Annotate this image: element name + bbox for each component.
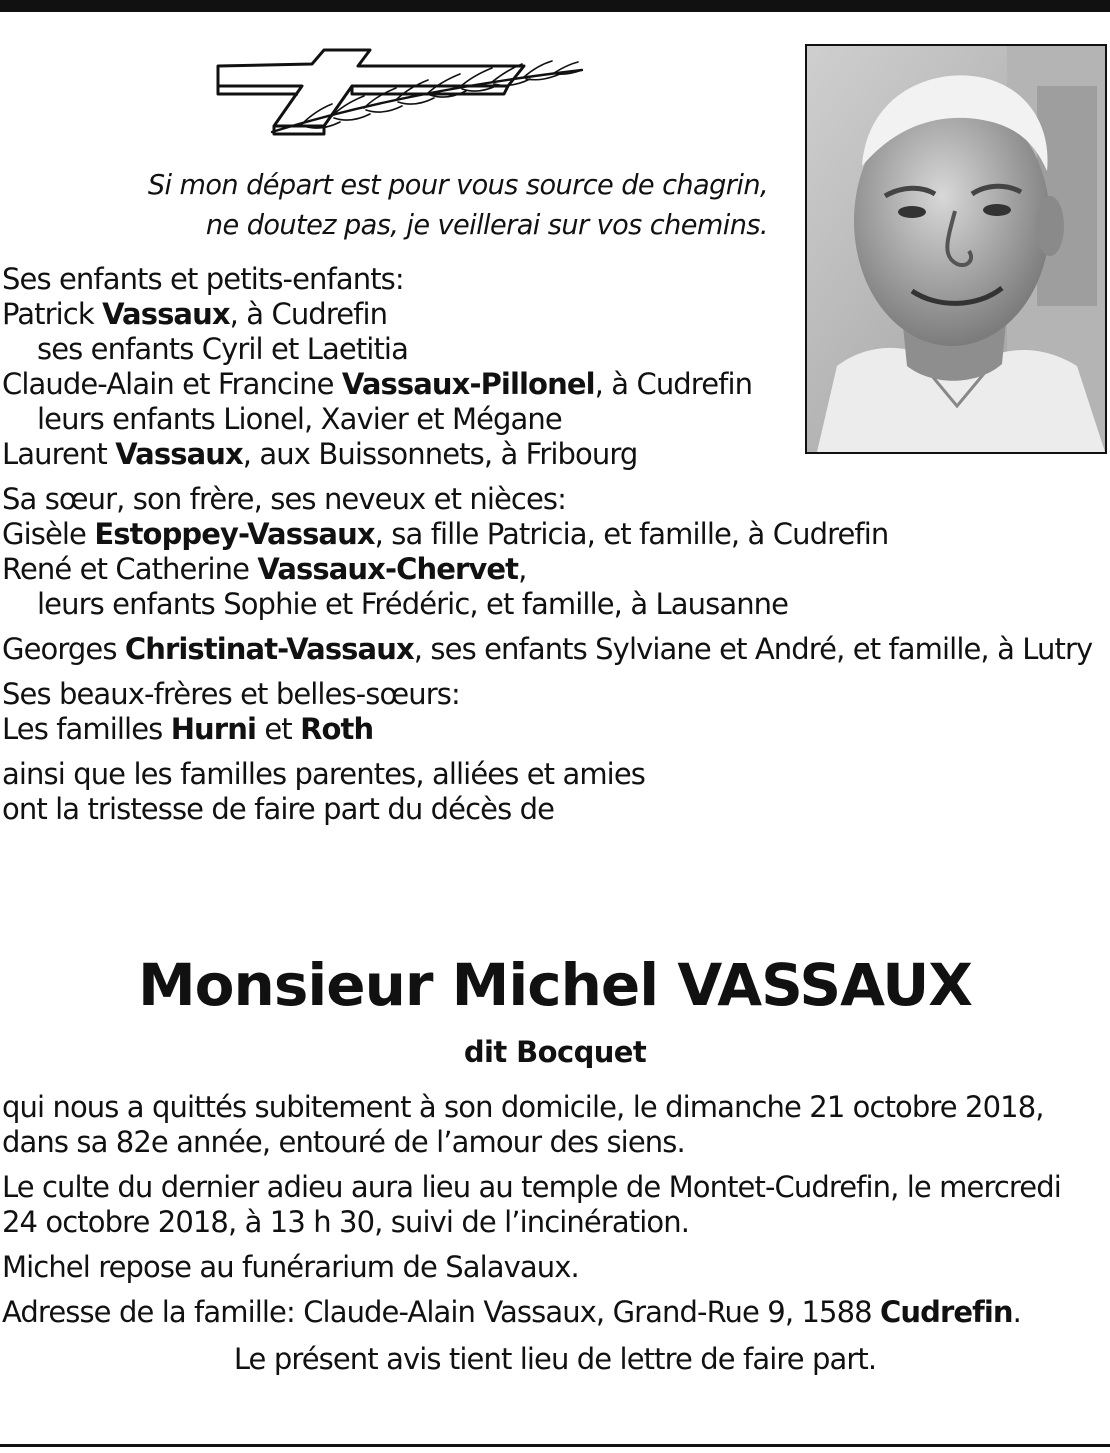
closing-line: ainsi que les familles parentes, alliées et amies (2, 757, 645, 791)
entry-text: , à Cudrefin (594, 367, 753, 401)
deceased-name: Monsieur Michel VASSAUX (137, 951, 973, 1019)
entry-text: René et Catherine (2, 552, 258, 586)
service-line: 24 octobre 2018, à 13 h 30, suivi de l’incinération. (2, 1205, 690, 1239)
family-subentry: ses enfants Cyril et Laetitia (37, 332, 408, 366)
entry-text: et (256, 712, 301, 746)
children-heading: Ses enfants et petits-enfants: (2, 262, 404, 296)
surname: Hurni (170, 712, 256, 746)
family-entry (2, 712, 1107, 747)
service-line: Le culte du dernier adieu aura lieu au temple de Montet-Cudrefin, le mercredi (2, 1170, 1061, 1204)
surname: Vassaux (102, 297, 230, 331)
deceased-nickname: dit Bocquet (463, 1035, 647, 1069)
entry-text: , sa fille Patricia, et famille, à Cudrefin (374, 517, 889, 551)
notice-statement: Le présent avis tient lieu de lettre de faire part. (233, 1342, 877, 1376)
family-entry (2, 437, 1107, 472)
surname: Vassaux (115, 437, 243, 471)
family-entry (2, 632, 1107, 667)
surname: Vassaux-Pillonel (341, 367, 595, 401)
death-line: qui nous a quittés subitement à son domicile, le dimanche 21 octobre 2018, (2, 1090, 1044, 1124)
entry-text: Patrick (2, 297, 103, 331)
quote-line: ne doutez pas, je veillerai sur vos chemins. (205, 208, 769, 241)
address-city: Cudrefin (879, 1295, 1013, 1329)
entry-text: Georges (2, 632, 125, 666)
entry-text: , aux Buissonnets, à Fribourg (242, 437, 638, 471)
family-entry (2, 297, 1107, 332)
siblings-heading: Sa sœur, son frère, ses neveux et nièces: (2, 482, 567, 516)
family-address (2, 1295, 1108, 1330)
family-entry (2, 367, 1107, 402)
address-text: . (1012, 1295, 1021, 1329)
entry-text: Les familles (2, 712, 171, 746)
quote-line: Si mon départ est pour vous source de chagrin, (147, 168, 769, 201)
inlaws-heading: Ses beaux-frères et belles-sœurs: (2, 677, 460, 711)
family-subentry: leurs enfants Lionel, Xavier et Mégane (37, 402, 562, 436)
surname: Roth (300, 712, 374, 746)
rest-line: Michel repose au funérarium de Salavaux. (2, 1250, 579, 1284)
entry-text: , (518, 552, 527, 586)
death-line: dans sa 82e année, entouré de l’amour des siens. (2, 1125, 685, 1159)
address-text: Adresse de la famille: Claude-Alain Vassaux, Grand-Rue 9, 1588 (2, 1295, 880, 1329)
closing-line: ont la tristesse de faire part du décès de (2, 792, 555, 826)
entry-text: Laurent (2, 437, 116, 471)
family-entry (2, 517, 1107, 552)
entry-text: , ses enfants Sylviane et André, et famille, à Lutry (413, 632, 1093, 666)
top-rule (0, 0, 1110, 12)
cross-with-palm-icon (212, 44, 592, 144)
notice-details (2, 1090, 1108, 1377)
surname: Christinat-Vassaux (124, 632, 414, 666)
family-list (2, 262, 1107, 827)
epitaph-quote (23, 165, 768, 245)
entry-text: Claude-Alain et Francine (2, 367, 342, 401)
surname: Vassaux-Chervet (257, 552, 519, 586)
entry-text: Gisèle (2, 517, 95, 551)
family-subentry: leurs enfants Sophie et Frédéric, et famille, à Lausanne (37, 587, 789, 621)
bottom-rule (0, 1444, 1110, 1447)
surname: Estoppey-Vassaux (94, 517, 375, 551)
family-entry (2, 552, 1107, 587)
entry-text: , à Cudrefin (229, 297, 388, 331)
